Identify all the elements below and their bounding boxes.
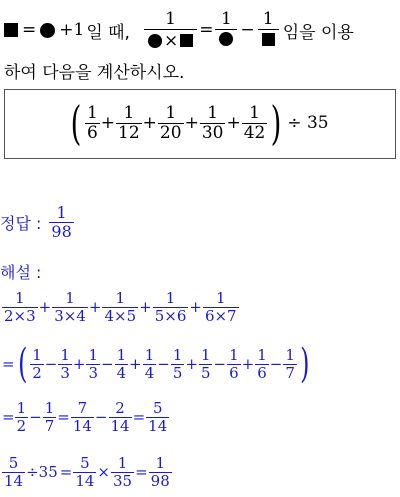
explanation-line-4 [2, 455, 172, 489]
plus-sign: + [88, 298, 102, 316]
fraction [171, 347, 185, 381]
numerator: 1 [249, 102, 260, 123]
times-sign: × [97, 463, 110, 481]
denominator [215, 29, 237, 51]
equals-sign: = [199, 20, 214, 40]
numerator: 1 [65, 289, 75, 307]
fraction [58, 347, 72, 381]
lhs-numerator: 1 [165, 8, 176, 29]
minus-sign: − [157, 355, 170, 373]
numerator: 1 [115, 289, 126, 307]
numerator: 1 [56, 203, 67, 222]
left-paren: ( [17, 341, 28, 387]
problem-line-2: 하여 다음을 계산하시오. [4, 63, 185, 83]
plus-sign: + [142, 113, 157, 133]
fraction [111, 455, 134, 489]
numerator: 5 [152, 399, 163, 417]
circle-icon [219, 32, 233, 46]
denominator: 6 [257, 363, 267, 382]
right-paren: ) [270, 96, 282, 150]
circle-fraction [215, 10, 237, 50]
minus-sign: − [44, 355, 58, 373]
plus-sign: + [189, 298, 202, 316]
plus-sign: + [139, 298, 152, 316]
divide-by: ÷ 35 [287, 113, 329, 133]
boxed-term-3 [158, 104, 184, 142]
explanation-line-2 [2, 341, 312, 387]
minus-sign: − [100, 355, 114, 373]
numerator: 2 [115, 399, 125, 417]
left-paren: ( [70, 96, 82, 150]
boxed-term-5 [242, 104, 268, 142]
fraction [149, 455, 172, 489]
numerator: 1 [32, 346, 42, 364]
minus-sign: − [269, 355, 283, 373]
boxed-term-2 [116, 104, 142, 142]
denominator: 12 [118, 122, 140, 143]
explanation-label: 해설 : [0, 263, 42, 282]
numerator: 1 [155, 454, 165, 472]
numerator: 1 [123, 102, 135, 123]
fraction [203, 290, 239, 324]
denominator: 4 [144, 363, 155, 382]
fraction [43, 400, 57, 434]
answer-label: 정답 : [0, 213, 42, 233]
equals-sign: = [2, 355, 15, 373]
denominator: 14 [4, 471, 24, 490]
fraction [227, 347, 241, 381]
fraction [143, 347, 157, 381]
lhs-fraction [144, 10, 197, 50]
denominator: 98 [150, 471, 170, 490]
fraction [199, 347, 213, 381]
numerator: 5 [8, 454, 19, 472]
numerator: 1 [262, 8, 274, 29]
denominator: 42 [243, 122, 266, 143]
denominator: 98 [51, 221, 72, 241]
denominator: 30 [201, 122, 224, 143]
fraction [52, 290, 88, 324]
numerator: 1 [44, 399, 55, 417]
denominator: 4 [116, 363, 127, 382]
equals-sign: = [135, 463, 148, 481]
plus-sign: + [129, 355, 142, 373]
numerator: 1 [60, 346, 70, 364]
numerator: 7 [77, 399, 88, 417]
fraction [102, 290, 138, 324]
denominator: 5×6 [154, 306, 187, 325]
fraction [86, 347, 100, 381]
equals-sign: = [132, 408, 146, 426]
fraction [15, 400, 29, 434]
denominator: 14 [75, 471, 95, 490]
denominator: 3 [88, 363, 98, 382]
fraction [71, 400, 94, 434]
denominator: 6 [229, 363, 239, 382]
numerator: 1 [200, 346, 211, 364]
denominator: 20 [159, 122, 182, 143]
problem-line-1 [4, 8, 354, 52]
denominator: 3 [60, 363, 70, 382]
boxed-term-4 [200, 104, 226, 142]
plus-sign: + [241, 355, 255, 373]
denominator: 2 [32, 363, 42, 382]
lhs-denominator [144, 29, 197, 51]
denominator: 6×7 [204, 306, 237, 325]
plus-one: +1 [59, 20, 85, 40]
denominator: 2 [16, 416, 27, 435]
numerator: 5 [80, 454, 90, 472]
denominator: 35 [113, 471, 133, 490]
fraction [283, 347, 297, 381]
numerator: 1 [116, 346, 127, 364]
circle-icon [148, 34, 162, 48]
denominator: 5 [200, 363, 211, 382]
problem-line-1-tail: 임을 이용 [282, 22, 354, 43]
fraction [115, 347, 129, 381]
fraction [153, 290, 189, 324]
circle-icon [40, 23, 55, 38]
right-paren: ) [299, 341, 310, 387]
denominator: 7 [285, 363, 295, 382]
fraction [255, 347, 269, 381]
plus-sign: + [226, 113, 241, 133]
plus-sign: + [184, 113, 199, 133]
denominator: 14 [148, 416, 168, 435]
denominator: 14 [72, 416, 92, 435]
square-icon [180, 34, 193, 47]
numerator: 1 [165, 102, 177, 123]
square-icon [4, 23, 18, 37]
square-fraction [258, 10, 279, 50]
denominator: 7 [44, 416, 55, 435]
numerator: 1 [207, 102, 219, 123]
fraction [73, 455, 96, 489]
denominator: 14 [110, 416, 130, 435]
boxed-expression [67, 96, 329, 150]
numerator: 1 [86, 102, 98, 123]
equals-sign: = [57, 408, 70, 426]
answer-row [0, 204, 74, 240]
answer-fraction [49, 204, 73, 240]
numerator: 1 [15, 289, 25, 307]
denominator: 2×3 [4, 306, 36, 325]
minus-sign: − [29, 408, 42, 426]
minus-sign: − [240, 20, 255, 40]
fraction [109, 400, 132, 434]
denominator: 4×5 [104, 306, 137, 325]
numerator: 1 [285, 346, 295, 364]
equals-sign: = [2, 408, 15, 426]
numerator: 1 [165, 289, 176, 307]
plus-sign: + [38, 298, 52, 316]
fraction [2, 455, 25, 489]
condition-word: 일 때, [86, 22, 130, 43]
numerator: 1 [88, 346, 98, 364]
boxed-term-1 [85, 104, 100, 142]
numerator: 1 [257, 346, 267, 364]
divide-by: ÷35 [26, 463, 58, 481]
minus-sign: − [94, 408, 108, 426]
fraction [146, 400, 169, 434]
explanation-line-3 [2, 400, 169, 434]
plus-sign: + [100, 113, 116, 133]
numerator: 1 [117, 454, 128, 472]
denominator: 3×4 [54, 306, 86, 325]
plus-sign: + [185, 355, 198, 373]
numerator: 1 [172, 346, 183, 364]
numerator: 1 [215, 289, 226, 307]
numerator: 1 [229, 346, 239, 364]
fraction [30, 347, 44, 381]
expression-box [4, 89, 396, 159]
equals-sign: = [59, 463, 73, 481]
denominator [258, 29, 279, 51]
explanation-line-1 [2, 290, 239, 324]
equals-sign: = [22, 20, 37, 40]
minus-sign: − [213, 355, 227, 373]
denominator: 6 [86, 122, 98, 143]
fraction [2, 290, 38, 324]
numerator: 1 [144, 346, 155, 364]
times-sign: × [163, 30, 179, 51]
denominator: 5 [172, 363, 183, 382]
square-icon [262, 33, 275, 46]
numerator: 1 [221, 8, 232, 29]
numerator: 1 [16, 399, 27, 417]
plus-sign: + [72, 355, 86, 373]
